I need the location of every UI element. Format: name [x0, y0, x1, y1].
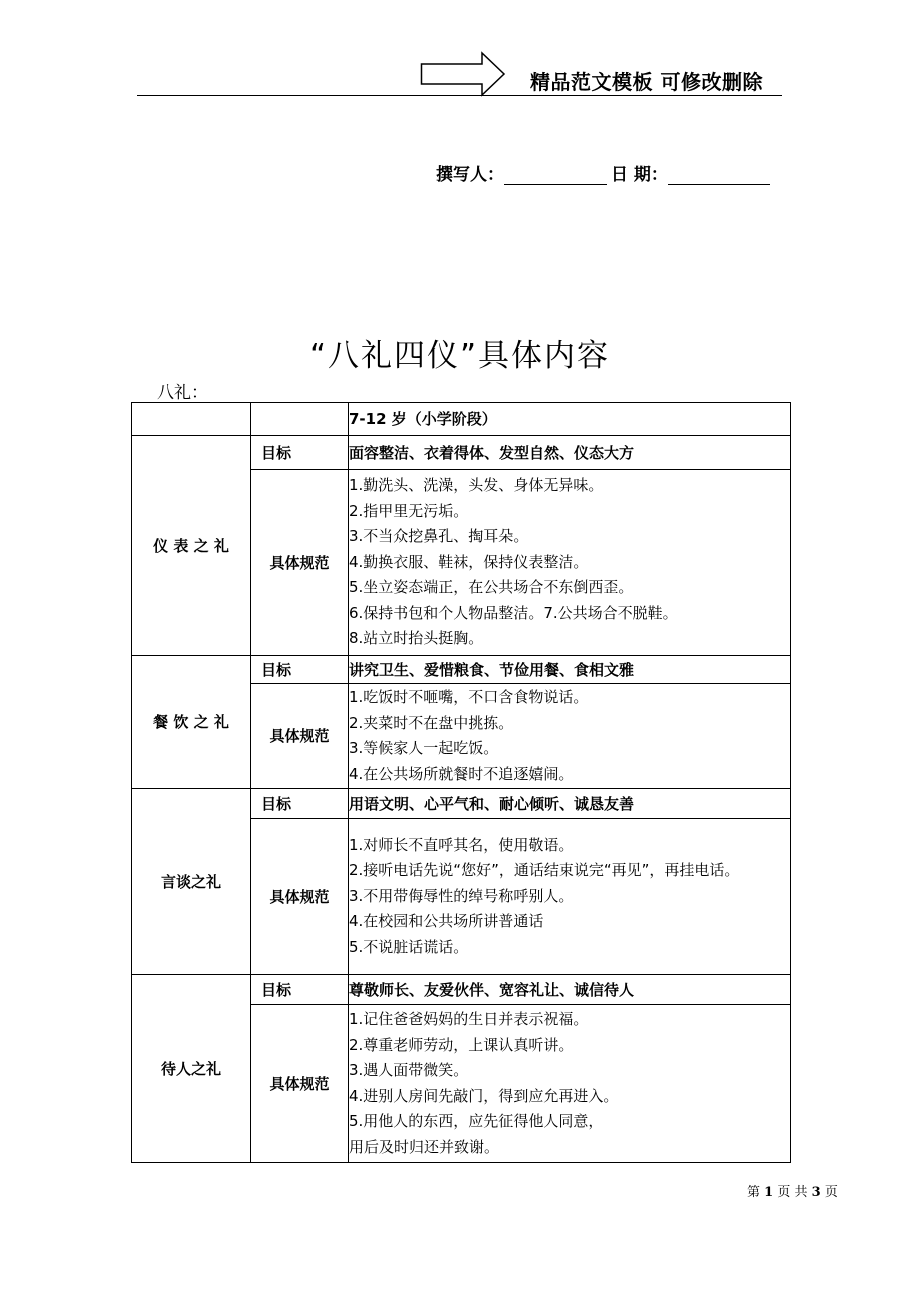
- list-item: 6.保持书包和个人物品整洁。7.公共场合不脱鞋。: [349, 603, 678, 622]
- footer-post: 页: [824, 1185, 838, 1200]
- goal-label: 目标: [251, 436, 349, 470]
- list-item: 3.不当众挖鼻孔、掏耳朵。: [349, 527, 529, 546]
- date-label: 日 期：: [611, 165, 668, 185]
- category-cell: 仪 表 之 礼: [132, 436, 251, 656]
- list-item: 3.遇人面带微笑。: [349, 1061, 469, 1079]
- list-item: 2.指甲里无污垢。: [349, 501, 469, 520]
- list-item: 4.进别人房间先敲门，得到应允再进入。: [349, 1086, 619, 1105]
- page-footer: [747, 1181, 838, 1200]
- header-rule: [137, 95, 782, 96]
- header-title: 精品范文模板 可修改删除: [530, 70, 763, 94]
- list-item: 8.站立时抬头挺胸。: [349, 629, 484, 648]
- goal-text: 用语文明、心平气和、耐心倾听、诚恳友善: [349, 789, 791, 819]
- list-item: 2.尊重老师劳动，上课认真听讲。: [349, 1035, 574, 1054]
- category-cell: 言谈之礼: [132, 789, 251, 975]
- section-label: 八礼：: [157, 383, 208, 403]
- rules-label: 具体规范: [251, 470, 349, 656]
- author-date-line: [436, 160, 770, 185]
- list-item: 2.夹菜时不在盘中挑拣。: [349, 713, 514, 732]
- category-cell: 待人之礼: [132, 975, 251, 1163]
- footer-pre: 第: [747, 1185, 761, 1200]
- rules-list: [349, 1005, 791, 1163]
- age-header: 7-12 岁（小学阶段）: [349, 403, 791, 436]
- list-item: 3.不用带侮辱性的绰号称呼别人。: [349, 886, 574, 905]
- table-header-row: [132, 403, 791, 436]
- rules-label: 具体规范: [251, 1005, 349, 1163]
- list-item: 1.勤洗头、洗澡，头发、身体无异味。: [349, 476, 604, 495]
- footer-mid: 页 共: [777, 1185, 808, 1200]
- goal-label: 目标: [251, 656, 349, 684]
- list-item: 4.勤换衣服、鞋袜，保持仪表整洁。: [349, 552, 589, 571]
- current-page: 1: [764, 1185, 774, 1200]
- table-row: [132, 975, 791, 1005]
- arrow-icon: [420, 51, 506, 97]
- list-item: 4.在公共场所就餐时不追逐嬉闹。: [349, 764, 574, 783]
- rules-label: 具体规范: [251, 684, 349, 789]
- goal-text: 讲究卫生、爱惜粮食、节俭用餐、食相文雅: [349, 656, 791, 684]
- list-item: 5.坐立姿态端正，在公共场合不东倒西歪。: [349, 578, 634, 597]
- list-item: 2.接听电话先说“您好”，通话结束说完“再见”，再挂电话。: [349, 861, 740, 880]
- category-cell: 餐 饮 之 礼: [132, 656, 251, 789]
- table-row: [132, 656, 791, 684]
- list-item: 5.用他人的东西，应先征得他人同意，: [349, 1112, 604, 1130]
- list-item: 用后及时归还并致谢。: [349, 1137, 500, 1156]
- page-title: “八礼四仪”具体内容: [309, 338, 611, 374]
- list-item: 3.等候家人一起吃饭。: [349, 739, 499, 757]
- goal-text: 尊敬师长、友爱伙伴、宽容礼让、诚信待人: [349, 975, 791, 1005]
- list-item: 1.吃饭时不咂嘴，不口含食物说话。: [349, 688, 589, 706]
- rules-list: [349, 470, 791, 656]
- list-item: 1.记住爸爸妈妈的生日并表示祝福。: [349, 1010, 589, 1028]
- goal-text: 面容整洁、衣着得体、发型自然、仪态大方: [349, 436, 791, 470]
- blank-cell: [251, 403, 349, 436]
- total-pages: 3: [811, 1185, 821, 1200]
- etiquette-table: [131, 402, 791, 1163]
- list-item: 1.对师长不直呼其名，使用敬语。: [349, 835, 574, 854]
- author-label: 撰写人：: [436, 165, 504, 185]
- author-field[interactable]: [504, 166, 607, 185]
- goal-label: 目标: [251, 789, 349, 819]
- list-item: 4.在校园和公共场所讲普通话: [349, 912, 544, 931]
- list-item: 5.不说脏话谎话。: [349, 937, 469, 956]
- rules-list: [349, 684, 791, 789]
- table-row: [132, 436, 791, 470]
- goal-label: 目标: [251, 975, 349, 1005]
- rules-list: [349, 819, 791, 975]
- date-field[interactable]: [668, 166, 770, 185]
- blank-cell: [132, 403, 251, 436]
- rules-label: 具体规范: [251, 819, 349, 975]
- table-row: [132, 789, 791, 819]
